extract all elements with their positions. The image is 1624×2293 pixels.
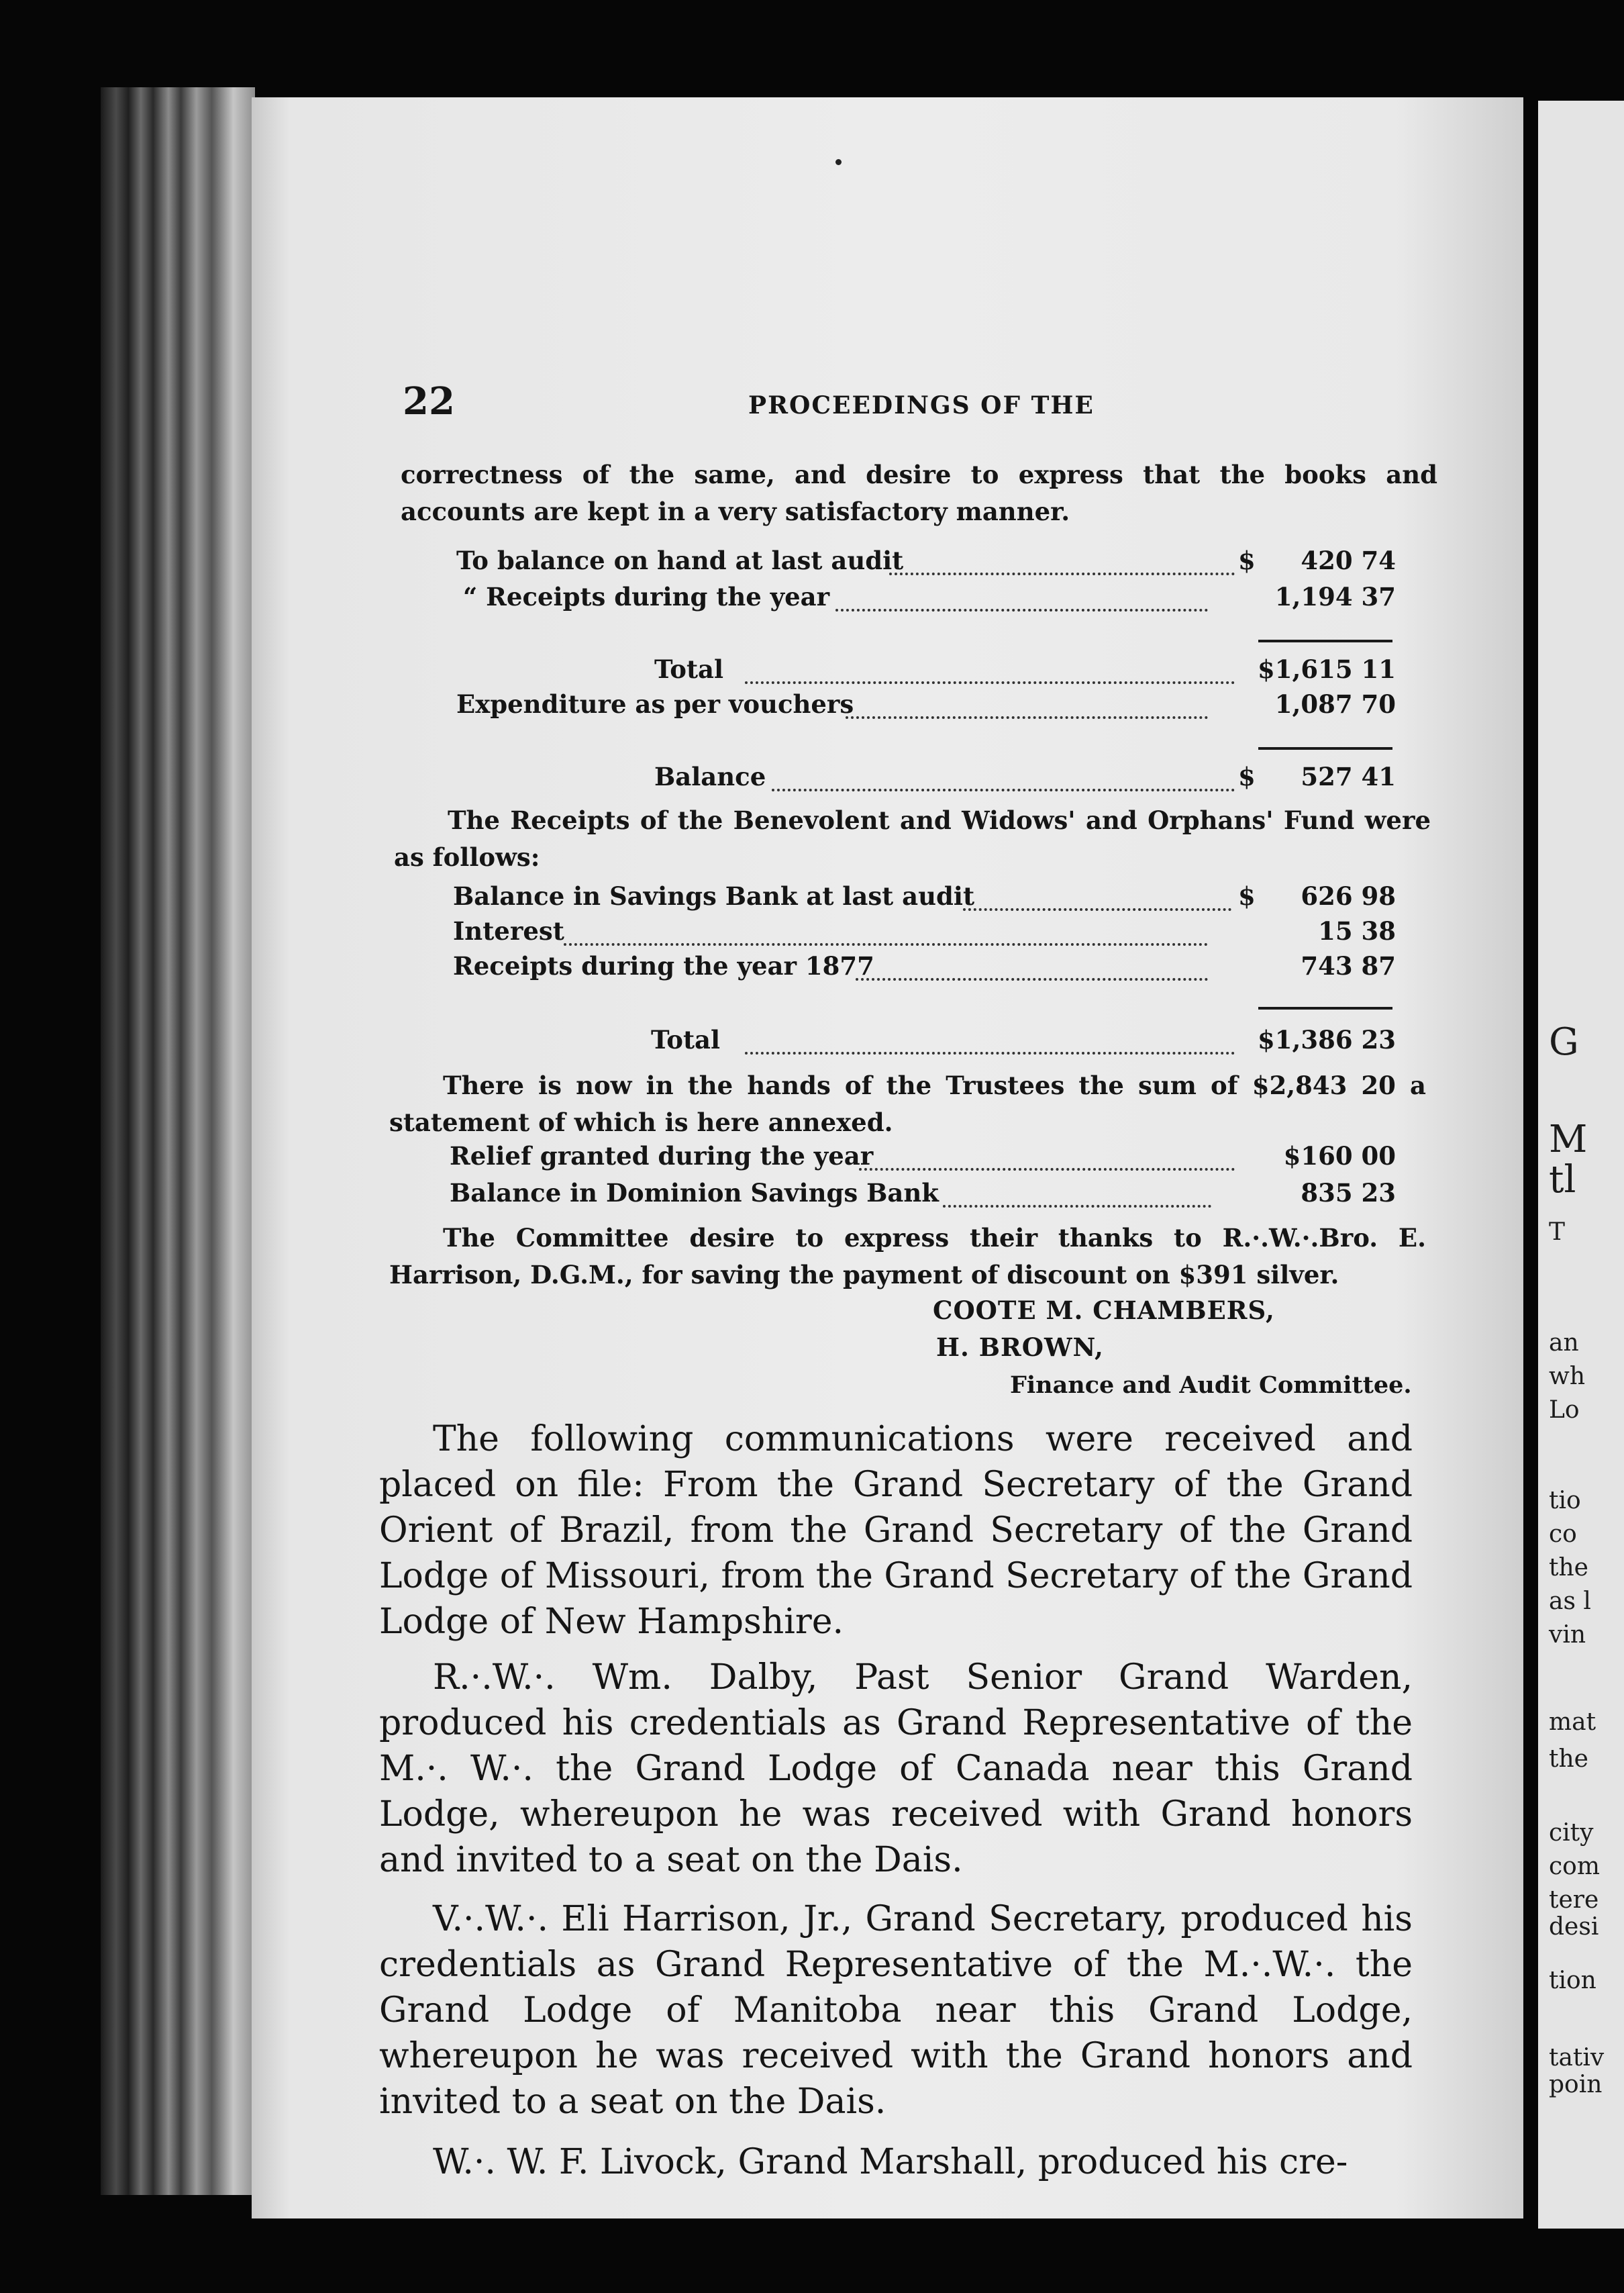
leader-dots <box>963 908 1231 911</box>
facing-page-fragment: Lo <box>1549 1396 1580 1424</box>
body-paragraph: R.·.W.·. Wm. Dalby, Past Senior Grand Warden, produced his credentials as Grand Representative of the M.·. W.·. the Grand Lodge of Canada near this Grand Lodge, whereupon he was received with Grand honors and invited to a seat on the Dais. <box>379 1657 1413 1880</box>
account-amount: 835 23 <box>1301 1178 1396 1208</box>
account-amount: 743 87 <box>1301 951 1396 981</box>
body-paragraph: W.·. W. F. Livock, Grand Marshall, produced his cre- <box>433 2142 1348 2182</box>
account-amount: 626 98 <box>1301 881 1396 911</box>
account-label: Total <box>654 654 724 684</box>
account-amount: 15 38 <box>1318 916 1396 946</box>
account-line <box>252 689 1523 726</box>
leader-dots <box>772 789 1235 791</box>
account-total-line <box>252 762 1523 799</box>
leader-dots <box>835 609 1208 612</box>
signature-name: H. BROWN, <box>936 1332 1104 1362</box>
account-line <box>252 1178 1523 1215</box>
account-amount: 1,087 70 <box>1274 689 1396 719</box>
account-label: Interest <box>453 916 564 946</box>
facing-page-fragment: as l <box>1549 1588 1591 1615</box>
leader-dots <box>846 716 1208 719</box>
account-total-line <box>252 654 1523 691</box>
facing-page-fragment: tl <box>1549 1158 1576 1202</box>
facing-page-fragment: desi <box>1549 1913 1599 1941</box>
account-label: Balance in Savings Bank at last audit <box>453 881 975 911</box>
leader-dots <box>745 681 1235 684</box>
leader-dots <box>564 943 1208 946</box>
facing-page-fragment: vin <box>1549 1621 1586 1649</box>
account-line <box>252 916 1523 953</box>
facing-page-fragment: tere <box>1549 1886 1599 1914</box>
account-amount: 1,194 37 <box>1274 582 1396 612</box>
sum-rule <box>1258 1007 1392 1010</box>
leader-dots <box>889 573 1235 575</box>
account-total-line <box>252 1025 1523 1062</box>
scanned-page <box>252 97 1523 2218</box>
facing-page-fragment: tio <box>1549 1487 1581 1514</box>
account-amount: $1,386 23 <box>1258 1025 1396 1055</box>
account-label: Receipts during the year 1877 <box>453 951 874 981</box>
facing-page-fragment: poin <box>1549 2071 1603 2098</box>
body-paragraph: The following communications were received and placed on file: From the Grand Secretary of the Grand Orient of Brazil, from the Grand Secretary of the Grand Lodge of Missouri, from the Grand Secretary of the Grand Lodge of New Hampshire. <box>379 1419 1413 1642</box>
leader-dots <box>856 978 1208 981</box>
account-label: Balance in Dominion Savings Bank <box>450 1178 939 1208</box>
facing-page-fragment: an <box>1549 1329 1579 1357</box>
facing-page-fragment: mat <box>1549 1708 1596 1736</box>
facing-page-fragment: co <box>1549 1520 1577 1548</box>
account-label: Relief granted during the year <box>450 1141 874 1171</box>
account-amount: 420 74 <box>1301 546 1396 575</box>
account-label: To balance on hand at last audit <box>456 546 904 575</box>
facing-page-fragment: wh <box>1549 1363 1585 1390</box>
currency-sign: $ <box>1238 546 1256 575</box>
facing-page-fragment: M <box>1549 1118 1588 1161</box>
account-line <box>252 951 1523 988</box>
leader-dots <box>859 1168 1235 1171</box>
account-line <box>252 1141 1523 1178</box>
facing-page-fragment: tativ <box>1549 2044 1605 2071</box>
running-head: PROCEEDINGS OF THE <box>748 391 1095 420</box>
book-page-edges <box>101 87 255 2195</box>
benevolent-intro: The Receipts of the Benevolent and Widows' and Orphans' Fund were as follows: <box>394 806 1431 872</box>
account-amount: 527 41 <box>1301 762 1396 791</box>
account-line <box>252 881 1523 918</box>
facing-page-fragment: T <box>1549 1218 1566 1246</box>
thanks-paragraph: The Committee desire to express their thanks to R.·.W.·.Bro. E. Harrison, D.G.M., for saving the payment of discount on $391 silver. <box>389 1223 1426 1289</box>
facing-page-fragment: G <box>1549 1020 1579 1064</box>
account-amount: $1,615 11 <box>1258 654 1396 684</box>
facing-page-fragment: tion <box>1549 1967 1596 1994</box>
account-label: Expenditure as per vouchers <box>456 689 854 719</box>
page-number: 22 <box>403 379 455 424</box>
signature-name: COOTE M. CHAMBERS, <box>933 1296 1275 1325</box>
currency-sign: $ <box>1238 762 1256 791</box>
facing-page-fragment: city <box>1549 1819 1594 1847</box>
leader-dots <box>943 1205 1211 1208</box>
account-amount: $160 00 <box>1283 1141 1396 1171</box>
facing-page-edge <box>1538 101 1624 2229</box>
facing-page-fragment: the <box>1549 1745 1588 1773</box>
sum-rule <box>1258 640 1392 642</box>
sum-rule <box>1258 747 1392 750</box>
account-label: Balance <box>654 762 766 791</box>
leader-dots <box>745 1052 1235 1055</box>
trustees-note: There is now in the hands of the Trustees the sum of $2,843 20 a statement of which is here annexed. <box>389 1071 1426 1137</box>
account-line <box>252 582 1523 619</box>
account-label: “ Receipts during the year <box>463 582 830 612</box>
intro-paragraph: correctness of the same, and desire to express that the books and accounts are kept in a very satisfactory manner. <box>401 460 1437 526</box>
facing-page-fragment: the <box>1549 1554 1588 1581</box>
committee-name: Finance and Audit Committee. <box>1010 1371 1412 1399</box>
account-label: Total <box>651 1025 721 1055</box>
ink-speck <box>835 159 842 165</box>
account-line <box>252 546 1523 583</box>
page-header <box>252 379 1523 426</box>
facing-page-fragment: com <box>1549 1853 1600 1880</box>
currency-sign: $ <box>1238 881 1256 911</box>
body-paragraph: V.·.W.·. Eli Harrison, Jr., Grand Secretary, produced his credentials as Grand Representative of the M.·.W.·. the Grand Lodge of Manitoba near this Grand Lodge, whereupon he was received with the Grand honors and invited to a seat on the Dais. <box>379 1899 1413 2122</box>
